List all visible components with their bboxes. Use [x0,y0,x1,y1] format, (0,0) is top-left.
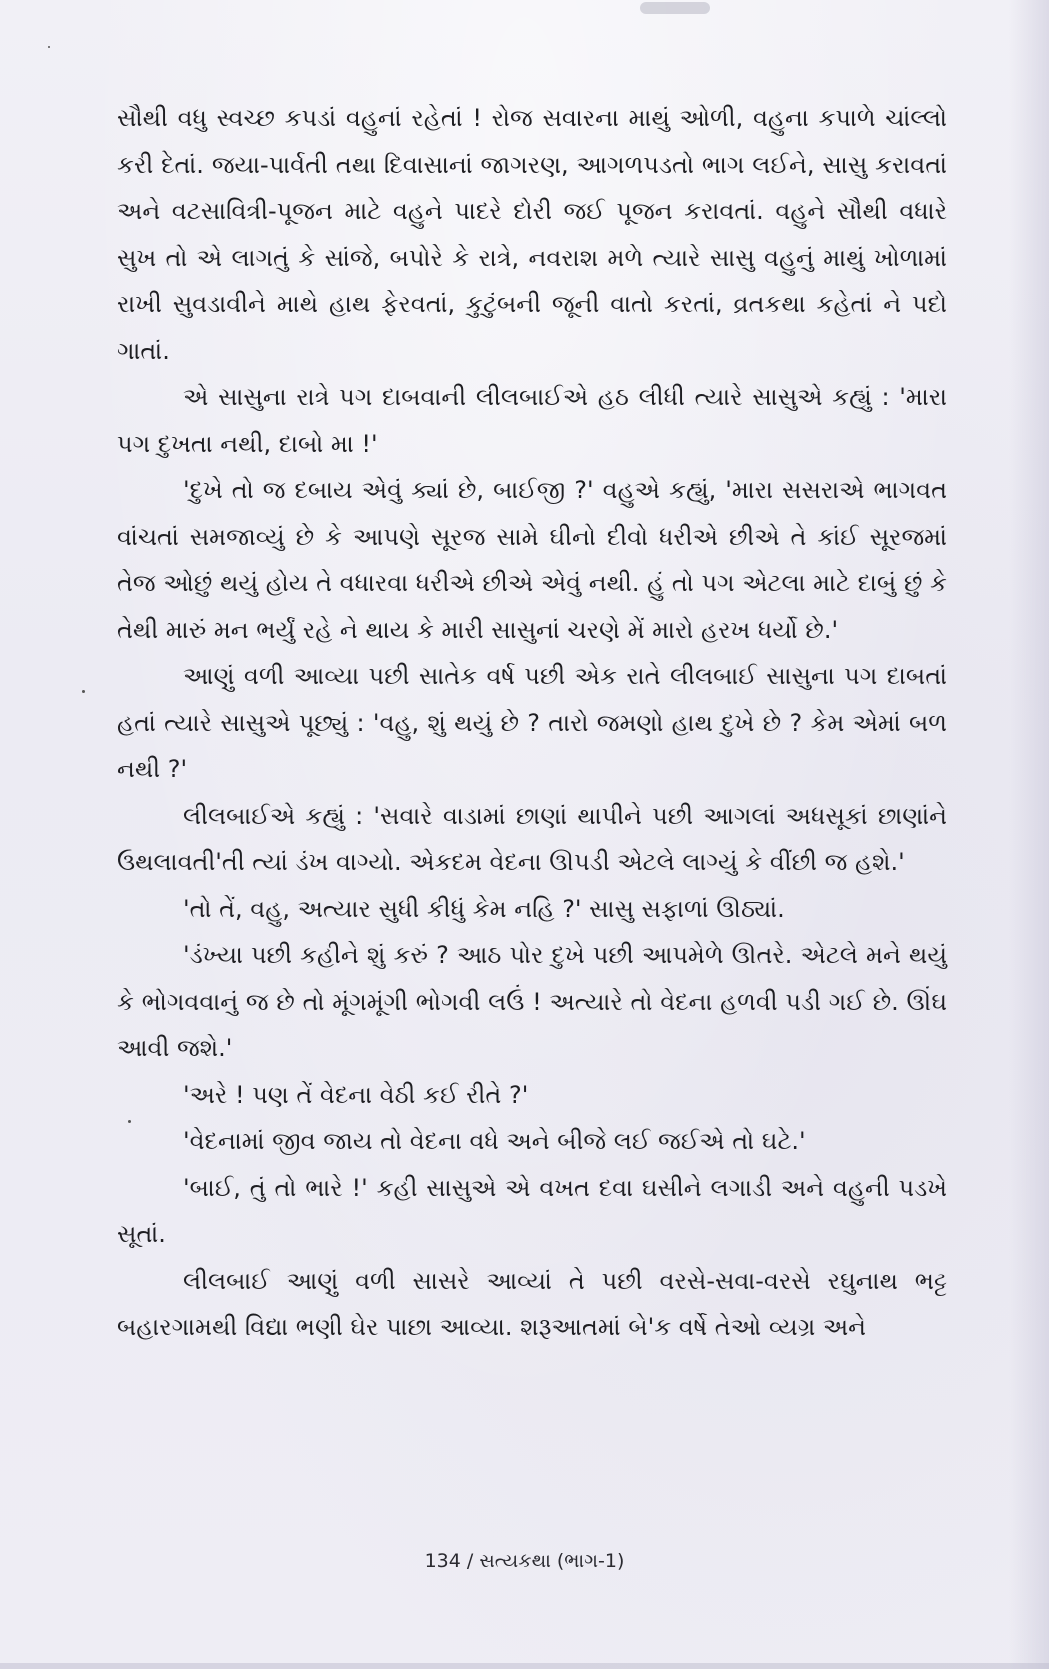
page-bottom-edge [0,1663,1049,1669]
paragraph-4: આણું વળી આવ્યા પછી સાતેક વર્ષ પછી એક રાતે લીલબાઈ સાસુના પગ દાબતાં હતાં ત્યારે સાસુએ પૂછ્યું : 'વહુ, શું થયું છે ? તારો જમણો હાથ દુખે છે ? કેમ એમાં બળ નથી ?' [117,662,947,783]
paragraph-8: 'અરે ! પણ તેં વેદના વેઠી કઈ રીતે ?' [183,1080,529,1109]
paper-speck [48,46,50,48]
page-footer: 134 / સત્યકથા (ભાગ-1) [424,1550,625,1572]
paragraph-11: લીલબાઈ આણું વળી સાસરે આવ્યાં તે પછી વરસે-સવા-વરસે રઘુનાથ ભટ્ટ બહારગામથી વિદ્યા ભણી ઘેર પાછા આવ્યા. શરૂઆતમાં બે'ક વર્ષે તેઓ વ્યગ્ર અને [117,1266,947,1341]
paper-speck [128,1120,131,1123]
paragraph-3: 'દુખે તો જ દબાય એવું ક્યાં છે, બાઈજી ?' વહુએ કહ્યું, 'મારા સસરાએ ભાગવત વાંચતાં સમજાવ્યું છે કે આપણે સૂરજ સામે ઘીનો દીવો ધરીએ છીએ તે કાંઈ સૂરજમાં તેજ ઓછું થયું હોય તે વધારવા ધરીએ છીએ એવું નથી. હું તો પગ એટલા માટે દાબું છું કે તેથી મારું મન ભર્યું રહે ને થાય કે મારી સાસુનાં ચરણે મેં મારો હરખ ધર્યો છે.' [117,476,947,644]
paragraph-1: સૌથી વધુ સ્વચ્છ કપડાં વહુનાં રહેતાં ! રોજ સવારના માથું ઓળી, વહુના કપાળે ચાંલ્લો કરી દેતાં. જયા-પાર્વતી તથા દિવાસાનાં જાગરણ, આગળપડતો ભાગ લઈને, સાસુ કરાવતાં અને વટસાવિત્રી-પૂજન માટે વહુને પાદરે દોરી જઈ પૂજન કરાવતાં. વહુને સૌથી વધારે સુખ તો એ લાગતું કે સાંજે, બપોરે કે રાત્રે, નવરાશ મળે ત્યારે સાસુ વહુનું માથું ખોળામાં રાખી સુવડાવીને માથે હાથ ફેરવતાં, કુટુંબની જૂની વાતો કરતાં, વ્રતકથા કહેતાં ને પદો ગાતાં. [117,104,947,365]
body-text [117,95,947,1351]
paragraph-9: 'વેદનામાં જીવ જાય તો વેદના વધે અને બીજે લઈ જઈએ તો ઘટે.' [183,1127,806,1155]
paragraph-5: લીલબાઈએ કહ્યું : 'સવારે વાડામાં છાણાં થાપીને પછી આગલાં અધસૂકાં છાણાંને ઉથલાવતી'તી ત્યાં ડંખ વાગ્યો. એકદમ વેદના ઊપડી એટલે લાગ્યું કે વીંછી જ હશે.' [117,801,947,876]
paragraph-7: 'ડંખ્યા પછી કહીને શું કરું ? આઠ પોર દુખે પછી આપમેળે ઊતરે. એટલે મને થયું કે ભોગવવાનું જ છે તો મૂંગમૂંગી ભોગવી લઉં ! અત્યારે તો વેદના હળવી પડી ગઈ છે. ઊંઘ આવી જશે.' [117,941,947,1062]
paper-speck [82,690,85,693]
paragraph-6: 'તો તેં, વહુ, અત્યાર સુધી કીધું કેમ નહિ ?' સાસુ સફાળાં ઊઠ્યાં. [183,894,785,923]
paragraph-2: એ સાસુના રાત્રે પગ દાબવાની લીલબાઈએ હઠ લીધી ત્યારે સાસુએ કહ્યું : 'મારા પગ દુખતા નથી, દાબો મા !' [117,383,947,458]
page-top-mark [640,2,710,14]
paragraph-10: 'બાઈ, તું તો ભારે !' કહી સાસુએ એ વખત દવા ઘસીને લગાડી અને વહુની પડખે સૂતાં. [117,1173,947,1248]
page-edge-shade [1009,0,1049,1669]
